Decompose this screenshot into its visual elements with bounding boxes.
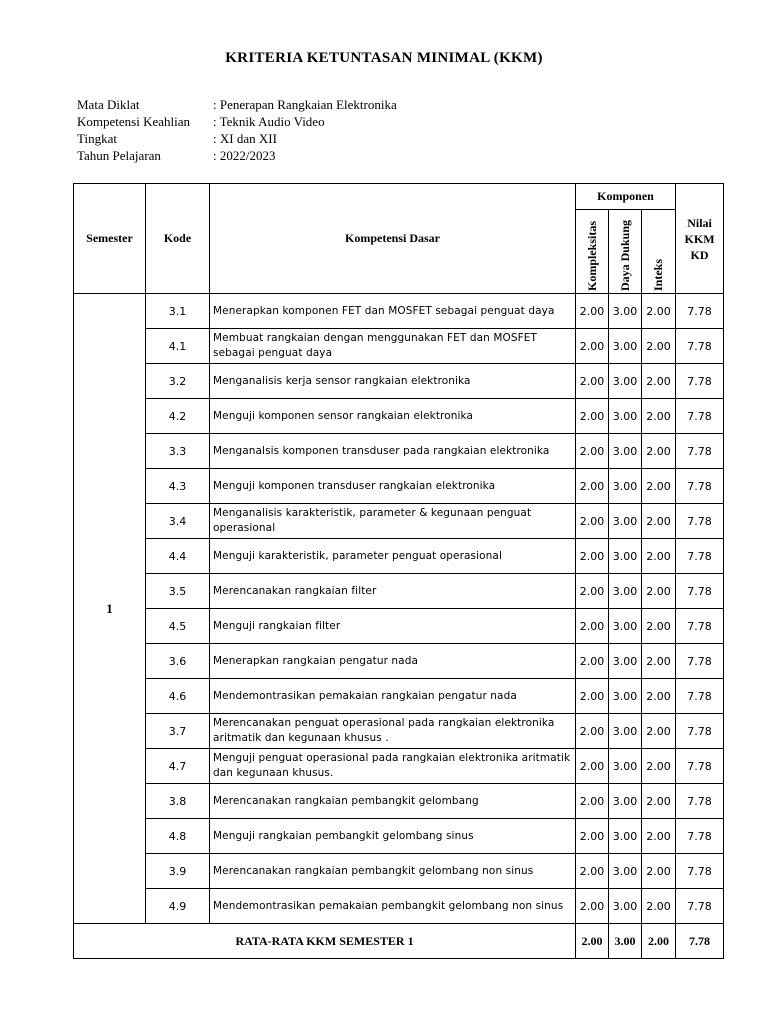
- kompleksitas-cell: 2.00: [576, 889, 609, 924]
- kode-cell: 4.4: [146, 539, 210, 574]
- table-row: [74, 399, 724, 434]
- table-row: [74, 504, 724, 539]
- kode-cell: 4.2: [146, 399, 210, 434]
- kode-cell: 3.8: [146, 784, 210, 819]
- semester-cell: 1: [74, 294, 146, 924]
- inteks-cell: 2.00: [642, 364, 676, 399]
- nilai-kkm-cell: 7.78: [676, 609, 724, 644]
- kompetensi-dasar-cell: Mendemontrasikan pemakaian rangkaian pengatur nada: [210, 679, 576, 714]
- nilai-kkm-cell: 7.78: [676, 399, 724, 434]
- daya-dukung-cell: 3.00: [609, 644, 642, 679]
- header-semester: Semester: [74, 184, 146, 294]
- kompleksitas-cell: 2.00: [576, 329, 609, 364]
- daya-dukung-cell: 3.00: [609, 714, 642, 749]
- table-row: [74, 434, 724, 469]
- meta-value: : Teknik Audio Video: [213, 114, 325, 129]
- kompetensi-dasar-cell: Menguji penguat operasional pada rangkaian elektronika aritmatik dan kegunaan khusus.: [210, 749, 576, 784]
- kompleksitas-cell: 2.00: [576, 819, 609, 854]
- meta-value: : XI dan XII: [213, 131, 277, 146]
- meta-label: Tahun Pelajaran: [77, 148, 161, 163]
- table-row: [74, 749, 724, 784]
- inteks-cell: 2.00: [642, 294, 676, 329]
- kompleksitas-cell: 2.00: [576, 679, 609, 714]
- table-row: [74, 819, 724, 854]
- kode-cell: 3.7: [146, 714, 210, 749]
- nilai-kkm-cell: 7.78: [676, 819, 724, 854]
- meta-label: Mata Diklat: [77, 97, 140, 112]
- kode-cell: 4.8: [146, 819, 210, 854]
- nilai-kkm-cell: 7.78: [676, 469, 724, 504]
- inteks-cell: 2.00: [642, 749, 676, 784]
- kompetensi-dasar-cell: Merencanakan rangkaian pembangkit gelombang non sinus: [210, 854, 576, 889]
- kompleksitas-cell: 2.00: [576, 364, 609, 399]
- daya-dukung-cell: 3.00: [609, 329, 642, 364]
- daya-dukung-cell: 3.00: [609, 749, 642, 784]
- kompleksitas-cell: 2.00: [576, 609, 609, 644]
- inteks-cell: 2.00: [642, 469, 676, 504]
- meta-value: : 2022/2023: [213, 148, 276, 163]
- kompleksitas-cell: 2.00: [576, 714, 609, 749]
- table-row: [74, 714, 724, 749]
- inteks-cell: 2.00: [642, 574, 676, 609]
- kompetensi-dasar-cell: Menganalisis kerja sensor rangkaian elektronika: [210, 364, 576, 399]
- nilai-kkm-cell: 7.78: [676, 329, 724, 364]
- header-kode: Kode: [146, 184, 210, 294]
- nilai-kkm-cell: 7.78: [676, 539, 724, 574]
- kompleksitas-cell: 2.00: [576, 504, 609, 539]
- inteks-cell: 2.00: [642, 609, 676, 644]
- header-daya-dukung: Daya Dukung: [617, 219, 632, 291]
- header-nilai-kkm-kd: [676, 184, 724, 294]
- table-row: [74, 889, 724, 924]
- inteks-cell: 2.00: [642, 784, 676, 819]
- meta-label: Kompetensi Keahlian: [77, 114, 190, 129]
- kompetensi-dasar-cell: Merencanakan penguat operasional pada rangkaian elektronika aritmatik dan kegunaan khusus .: [210, 714, 576, 749]
- daya-dukung-cell: 3.00: [609, 784, 642, 819]
- header-kompleksitas: Kompleksitas: [584, 220, 599, 291]
- kompleksitas-cell: 2.00: [576, 469, 609, 504]
- kompleksitas-cell: 2.00: [576, 854, 609, 889]
- daya-dukung-cell: 3.00: [609, 679, 642, 714]
- kompetensi-dasar-cell: Menganalsis komponen transduser pada rangkaian elektronika: [210, 434, 576, 469]
- inteks-cell: 2.00: [642, 504, 676, 539]
- average-nilai-kkm: 7.78: [676, 924, 724, 959]
- header-kompetensi-dasar: Kompetensi Dasar: [210, 184, 576, 294]
- nilai-kkm-cell: 7.78: [676, 749, 724, 784]
- kode-cell: 4.6: [146, 679, 210, 714]
- average-label: RATA-RATA KKM SEMESTER 1: [74, 924, 576, 959]
- header-komponen: Komponen: [576, 184, 676, 210]
- header-daya-dukung-cell: [609, 210, 642, 294]
- kompetensi-dasar-cell: Merencanakan rangkaian filter: [210, 574, 576, 609]
- page-title: KRITERIA KETUNTASAN MINIMAL (KKM): [225, 50, 543, 66]
- kompleksitas-cell: 2.00: [576, 784, 609, 819]
- inteks-cell: 2.00: [642, 679, 676, 714]
- kompleksitas-cell: 2.00: [576, 434, 609, 469]
- daya-dukung-cell: 3.00: [609, 399, 642, 434]
- table-row: [74, 294, 724, 329]
- kode-cell: 4.7: [146, 749, 210, 784]
- kode-cell: 3.6: [146, 644, 210, 679]
- kompetensi-dasar-cell: Menganalisis karakteristik, parameter & kegunaan penguat operasional: [210, 504, 576, 539]
- table-row: [74, 679, 724, 714]
- nilai-kkm-cell: 7.78: [676, 784, 724, 819]
- kompetensi-dasar-cell: Menguji komponen sensor rangkaian elektronika: [210, 399, 576, 434]
- nilai-kkm-cell: 7.78: [676, 364, 724, 399]
- header-kd-line: KD: [690, 247, 709, 262]
- kompleksitas-cell: 2.00: [576, 294, 609, 329]
- average-daya-dukung: 3.00: [609, 924, 642, 959]
- daya-dukung-cell: 3.00: [609, 504, 642, 539]
- kompetensi-dasar-cell: Menguji karakteristik, parameter penguat operasional: [210, 539, 576, 574]
- inteks-cell: 2.00: [642, 644, 676, 679]
- kode-cell: 3.1: [146, 294, 210, 329]
- kode-cell: 3.5: [146, 574, 210, 609]
- inteks-cell: 2.00: [642, 889, 676, 924]
- kompetensi-dasar-cell: Membuat rangkaian dengan menggunakan FET dan MOSFET sebagai penguat daya: [210, 329, 576, 364]
- table-row: [74, 539, 724, 574]
- average-row: [74, 924, 724, 959]
- kompetensi-dasar-cell: Merencanakan rangkaian pembangkit gelombang: [210, 784, 576, 819]
- kompetensi-dasar-cell: Menerapkan rangkaian pengatur nada: [210, 644, 576, 679]
- daya-dukung-cell: 3.00: [609, 294, 642, 329]
- table-row: [74, 784, 724, 819]
- daya-dukung-cell: 3.00: [609, 539, 642, 574]
- nilai-kkm-cell: 7.78: [676, 504, 724, 539]
- kompleksitas-cell: 2.00: [576, 574, 609, 609]
- table-row: [74, 469, 724, 504]
- kompetensi-dasar-cell: Mendemontrasikan pemakaian pembangkit gelombang non sinus: [210, 889, 576, 924]
- kode-cell: 3.3: [146, 434, 210, 469]
- average-kompleksitas: 2.00: [576, 924, 609, 959]
- table-row: [74, 364, 724, 399]
- kompetensi-dasar-cell: Menguji rangkaian filter: [210, 609, 576, 644]
- table-row: [74, 609, 724, 644]
- kompleksitas-cell: 2.00: [576, 399, 609, 434]
- nilai-kkm-cell: 7.78: [676, 644, 724, 679]
- nilai-kkm-cell: 7.78: [676, 854, 724, 889]
- kompetensi-dasar-cell: Menguji komponen transduser rangkaian elektronika: [210, 469, 576, 504]
- header-nilai-line: Nilai: [687, 215, 712, 230]
- kompleksitas-cell: 2.00: [576, 749, 609, 784]
- kode-cell: 3.4: [146, 504, 210, 539]
- average-inteks: 2.00: [642, 924, 676, 959]
- meta-label: Tingkat: [77, 131, 117, 146]
- inteks-cell: 2.00: [642, 819, 676, 854]
- nilai-kkm-cell: 7.78: [676, 889, 724, 924]
- inteks-cell: 2.00: [642, 399, 676, 434]
- daya-dukung-cell: 3.00: [609, 469, 642, 504]
- header-inteks: Inteks: [651, 258, 666, 291]
- table-row: [74, 329, 724, 364]
- kode-cell: 4.1: [146, 329, 210, 364]
- inteks-cell: 2.00: [642, 434, 676, 469]
- kompleksitas-cell: 2.00: [576, 539, 609, 574]
- daya-dukung-cell: 3.00: [609, 889, 642, 924]
- kode-cell: 4.3: [146, 469, 210, 504]
- inteks-cell: 2.00: [642, 329, 676, 364]
- inteks-cell: 2.00: [642, 714, 676, 749]
- kkm-table: [73, 183, 724, 959]
- nilai-kkm-cell: 7.78: [676, 714, 724, 749]
- kode-cell: 3.2: [146, 364, 210, 399]
- header-kompleksitas-cell: [576, 210, 609, 294]
- table-row: [74, 854, 724, 889]
- daya-dukung-cell: 3.00: [609, 574, 642, 609]
- nilai-kkm-cell: 7.78: [676, 294, 724, 329]
- kompetensi-dasar-cell: Menguji rangkaian pembangkit gelombang sinus: [210, 819, 576, 854]
- kompleksitas-cell: 2.00: [576, 644, 609, 679]
- kode-cell: 4.5: [146, 609, 210, 644]
- daya-dukung-cell: 3.00: [609, 819, 642, 854]
- kode-cell: 4.9: [146, 889, 210, 924]
- daya-dukung-cell: 3.00: [609, 609, 642, 644]
- inteks-cell: 2.00: [642, 539, 676, 574]
- inteks-cell: 2.00: [642, 854, 676, 889]
- daya-dukung-cell: 3.00: [609, 434, 642, 469]
- header-kkm-line: KKM: [684, 231, 715, 246]
- nilai-kkm-cell: 7.78: [676, 679, 724, 714]
- kode-cell: 3.9: [146, 854, 210, 889]
- table-row: [74, 644, 724, 679]
- kompetensi-dasar-cell: Menerapkan komponen FET dan MOSFET sebagai penguat daya: [210, 294, 576, 329]
- header-inteks-cell: [642, 210, 676, 294]
- nilai-kkm-cell: 7.78: [676, 574, 724, 609]
- meta-value: : Penerapan Rangkaian Elektronika: [213, 97, 397, 112]
- daya-dukung-cell: 3.00: [609, 364, 642, 399]
- daya-dukung-cell: 3.00: [609, 854, 642, 889]
- table-row: [74, 574, 724, 609]
- nilai-kkm-cell: 7.78: [676, 434, 724, 469]
